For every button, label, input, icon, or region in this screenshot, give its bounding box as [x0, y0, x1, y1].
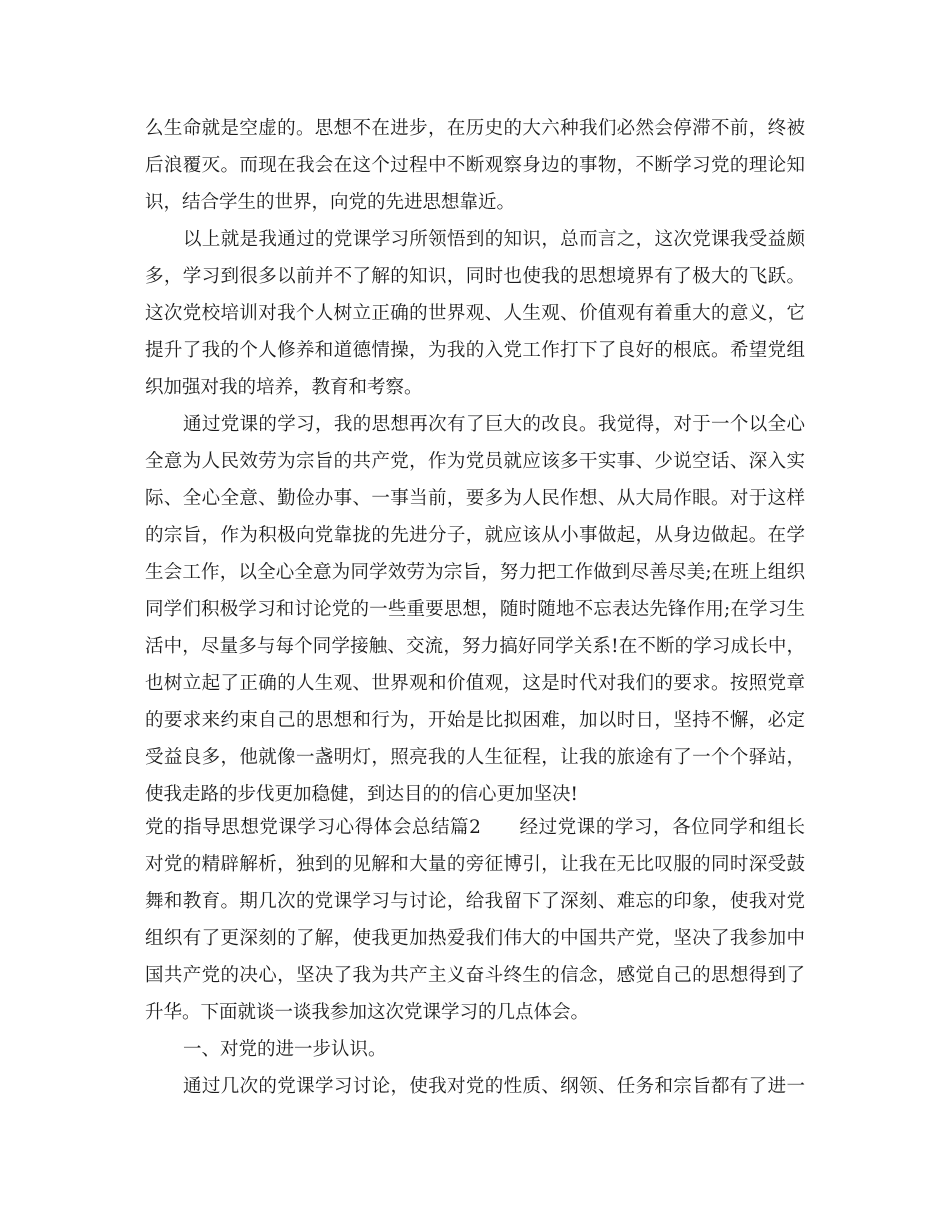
text-line: 对党的精辟解析，独到的见解和大量的旁征博引，让我在无比叹服的同时深受鼓 — [145, 854, 805, 875]
text-line: 组织有了更深刻的了解，使我更加热爱我们伟大的中国共产党，坚决了我参加中 — [145, 928, 805, 949]
text-line: 织加强对我的培养，教育和考察。 — [145, 377, 423, 398]
text-line: 通过党课的学习，我的思想再次有了巨大的改良。我觉得，对于一个以全心 — [183, 414, 805, 435]
text-line: 活中，尽量多与每个同学接触、交流，努力搞好同学关系!在不断的学习成长中， — [145, 636, 805, 657]
text-line: 提升了我的个人修养和道德情操，为我的入党工作打下了良好的根底。希望党组 — [145, 340, 805, 361]
text-line: 么生命就是空虚的。思想不在进步，在历史的大六种我们必然会停滞不前，终被 — [145, 118, 805, 139]
text-line: 这次党校培训对我个人树立正确的世界观、人生观、价值观有着重大的意义，它 — [145, 303, 805, 324]
text-line: 后浪覆灭。而现在我会在这个过程中不断观察身边的事物，不断学习党的理论知 — [145, 155, 805, 176]
text-line: 通过几次的党课学习讨论，使我对党的性质、纲领、任务和宗旨都有了进一 — [183, 1076, 805, 1097]
text-line: 也树立起了正确的人生观、世界观和价值观，这是时代对我们的要求。按照党章 — [145, 673, 805, 694]
text-line: 际、全心全意、勤俭办事、一事当前，要多为人民作想、从大局作眼。对于这样 — [145, 488, 805, 509]
text-line: 升华。下面就谈一谈我参加这次党课学习的几点体会。 — [145, 1002, 590, 1023]
text-line: 以上就是我通过的党课学习所领悟到的知识，总而言之，这次党课我受益颇 — [183, 229, 805, 250]
text-line: 生会工作，以全心全意为同学效劳为宗旨，努力把工作做到尽善尽美;在班上组织 — [145, 562, 805, 583]
text-line: 国共产党的决心，坚决了我为共产主义奋斗终生的信念，感觉自己的思想得到了 — [145, 965, 805, 986]
subheading-line: 一、对党的进一步认识。 — [183, 1039, 387, 1060]
text-line: 全意为人民效劳为宗旨的共产党，作为党员就应该多干实事、少说空话、深入实 — [145, 451, 805, 472]
text-line: 识，结合学生的世界，向党的先进思想靠近。 — [145, 192, 516, 213]
text-line: 舞和教育。期几次的党课学习与讨论，给我留下了深刻、难忘的印象，使我对党 — [145, 891, 805, 912]
section-heading-line: 党的指导思想党课学习心得体会总结篇2 经过党课的学习，各位同学和组长 — [145, 817, 805, 838]
text-line: 多，学习到很多以前并不了解的知识，同时也使我的思想境界有了极大的飞跃。 — [145, 266, 805, 287]
text-line: 的要求来约束自己的思想和行为，开始是比拟困难，加以时日，坚持不懈，必定 — [145, 710, 805, 731]
text-line: 受益良多，他就像一盏明灯，照亮我的人生征程，让我的旅途有了一个个驿站， — [145, 747, 805, 768]
text-line: 的宗旨，作为积极向党靠拢的先进分子，就应该从小事做起，从身边做起。在学 — [145, 525, 805, 546]
text-line: 使我走路的步伐更加稳健，到达目的的信心更加坚决! — [145, 784, 578, 805]
text-line: 同学们积极学习和讨论党的一些重要思想，随时随地不忘表达先锋作用;在学习生 — [145, 599, 805, 620]
